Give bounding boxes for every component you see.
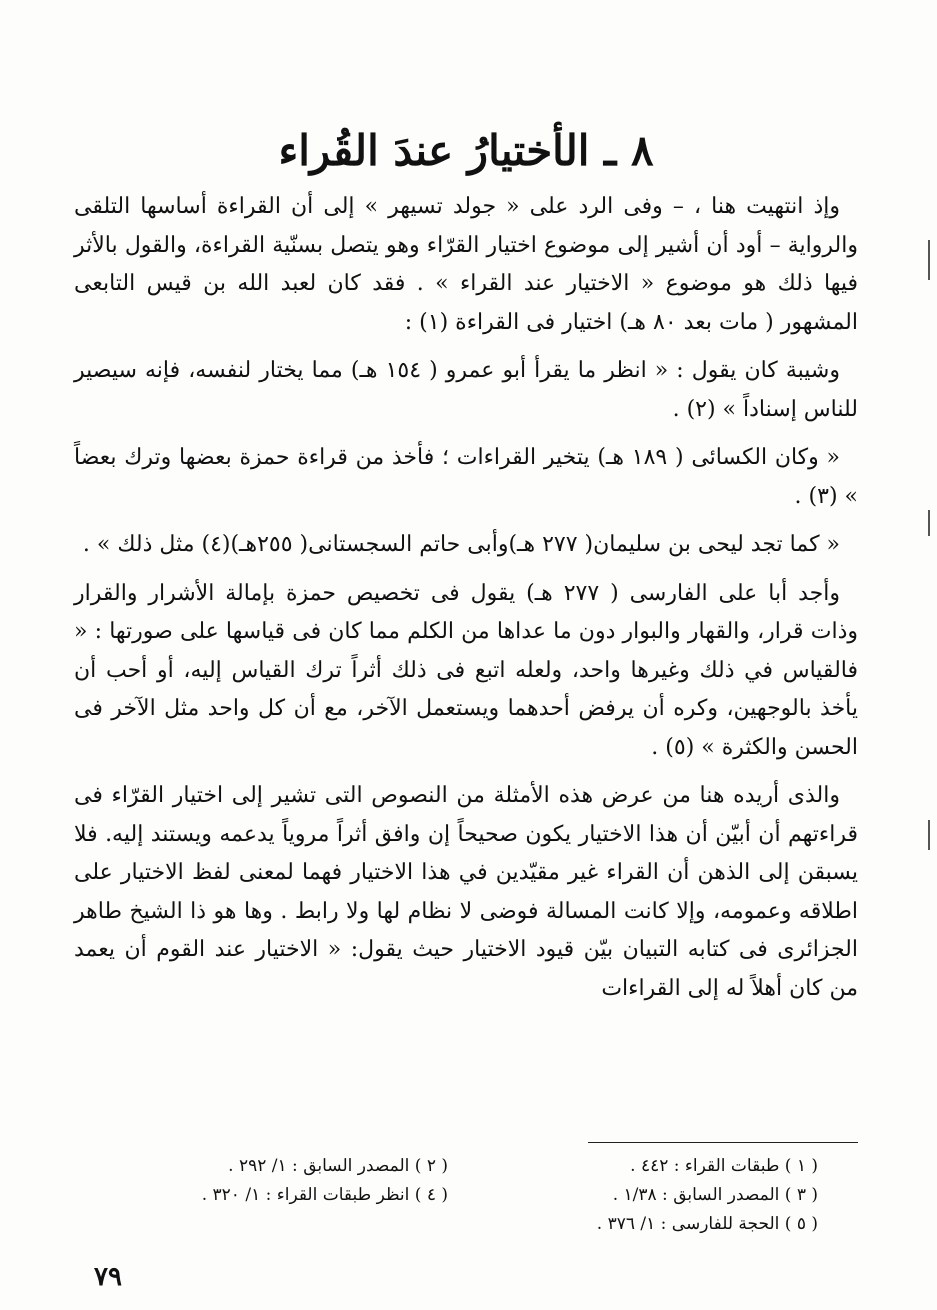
paragraph-1: وإذ انتهيت هنا ، – وفى الرد على « جولد تسيهر » إلى أن القراءة أساسها التلقى والرواية – أود أن أشير إلى موضوع اختيار القرّاء وهو يتصل بسنّية القراءة، والقول بالأثر فيها ذلك هو موضوع « الاختيار عند القراء » . فقد كان لعبد الله بن قيس التابعى المشهور ( مات بعد ٨٠ هـ) اختيار فى القراءة (١) :	[74, 194, 858, 335]
paragraph-3: « وكان الكسائى ( ١٨٩ هـ) يتخير القراءات ؛ فأخذ من قراءة حمزة بعضها وترك بعضاً » (٣) .	[74, 445, 858, 509]
footnotes-left-column	[108, 1152, 448, 1210]
page-number: ٧٩	[94, 1262, 122, 1292]
footnote-2: ( ٢ ) المصدر السابق : ١/ ٢٩٢ .	[228, 1156, 448, 1176]
body-text	[74, 188, 858, 1018]
paragraph-5: وأجد أبا على الفارسى ( ٢٧٧ هـ) يقول فى تخصيص حمزة بإمالة الأشرار والقرار وذات قرار، والقهار والبوار دون ما عداها من الكلم مما كان فى قياسها على صورتها : « فالقياس في ذلك وغيرها واحد، ولعله اتبع فى ذلك أثراً ترك القياس إليه، أو أحب أن يأخذ بالوجهين، وكره أن يرفض أحدهما ويستعمل الآخر، مع أن كل واحد مثل الآخر فى الحسن والكثرة » (٥) .	[74, 580, 858, 760]
footnote-3: ( ٣ ) المصدر السابق : ١/٣٨ .	[612, 1185, 818, 1205]
document-page	[74, 0, 858, 1310]
section-title: ٨ ـ الأختيارُ عندَ القُراء	[278, 126, 654, 175]
scan-edge-mark	[928, 820, 930, 850]
paragraph-6: والذى أريده هنا من عرض هذه الأمثلة من النصوص التى تشير إلى اختيار القرّاء فى قراءتهم أن أبيّن أن هذا الاختيار يكون صحيحاً إن وافق أثراً مروياً يدعمه ويستند إليه. فلا يسبقن إلى الذهن أن القراء غير مقيّدين في هذا الاختيار فهما لمعنى لفظ الاختيار على اطلاقه وعمومه، وإلا كانت المسالة فوضى لا نظام لها ولا رابط . وها هو ذا الشيخ طاهر الجزائرى فى كتابه التبيان بيّن قيود الاختيار حيث يقول: « الاختيار عند القوم أن يعمد من كان أهلاً له إلى القراءات	[74, 783, 858, 1001]
footnote-5: ( ٥ ) الحجة للفارسى : ١/ ٣٧٦ .	[596, 1214, 818, 1234]
footnote-4: ( ٤ ) انظر طبقات القراء : ١/ ٣٢٠ .	[201, 1185, 448, 1205]
footnote-divider	[588, 1142, 858, 1143]
footnote-1: ( ١ ) طبقات القراء : ٤٤٢ .	[630, 1156, 818, 1176]
paragraph-2: وشيبة كان يقول : « انظر ما يقرأ أبو عمرو ( ١٥٤ هـ) مما يختار لنفسه، فإنه سيصير للناس إسناداً » (٢) .	[74, 358, 858, 422]
paragraph-4: « كما تجد ليحى بن سليمان( ٢٧٧ هـ)وأبى حاتم السجستانى( ٢٥٥هـ)(٤) مثل ذلك » .	[82, 532, 840, 557]
scan-edge-mark	[928, 240, 930, 280]
footnotes-right-column	[478, 1152, 818, 1239]
scan-edge-mark	[928, 510, 930, 536]
